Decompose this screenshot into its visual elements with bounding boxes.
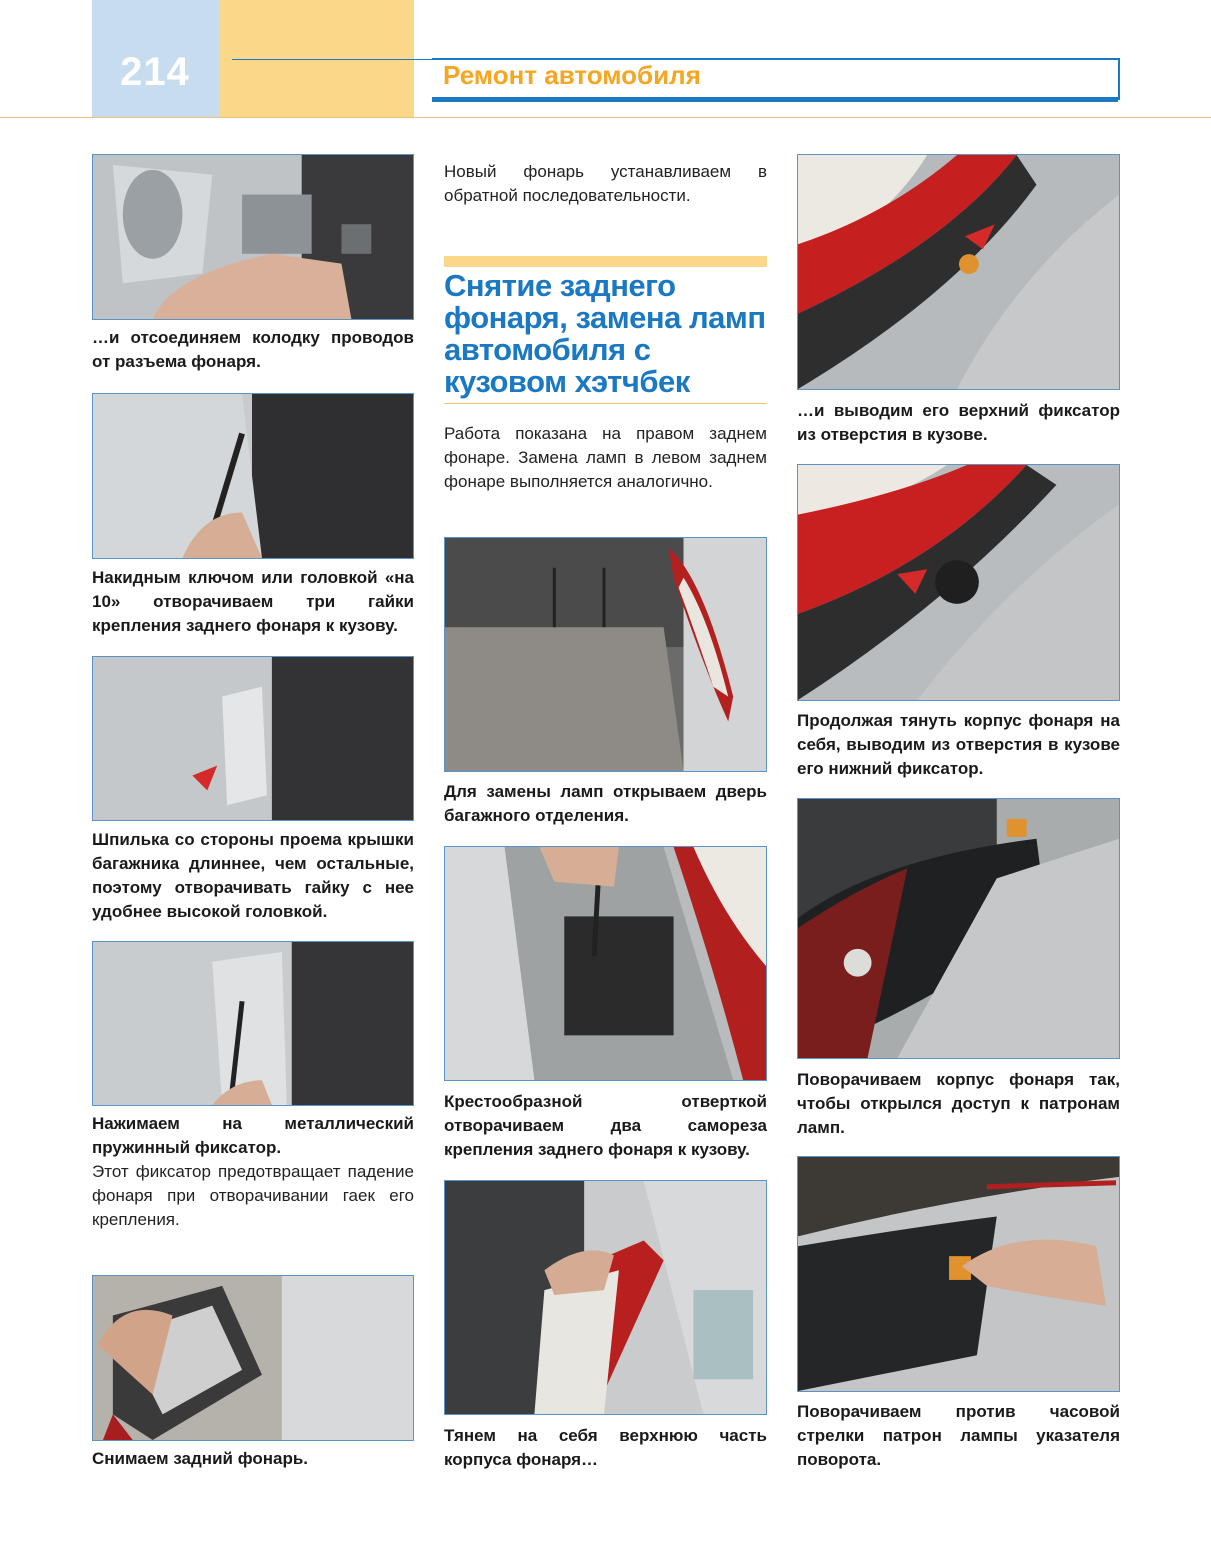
header-divider bbox=[0, 117, 1211, 118]
photo-pull-lamp bbox=[444, 1180, 767, 1415]
heading-rule bbox=[444, 403, 767, 404]
caption-left-4: Нажимаем на металлический пружинный фиксатор. bbox=[92, 1114, 414, 1157]
caption-mid-2: Крестообразной отверткой отворачиваем два самореза крепления заднего фонаря к кузову. bbox=[444, 1092, 767, 1159]
caption-right-2: Продолжая тянуть корпус фонаря на себя, выводим из отверстия в кузове его нижний фиксатор. bbox=[797, 711, 1120, 778]
section-title-underline bbox=[432, 97, 1118, 102]
heading-bar bbox=[444, 256, 767, 267]
caption-left-1: …и отсоединяем колодку проводов от разъема фонаря. bbox=[92, 328, 414, 371]
photo-connector bbox=[92, 154, 414, 320]
photo-upper-clip bbox=[797, 154, 1120, 390]
photo-open-trunk bbox=[444, 537, 767, 772]
section-title: Ремонт автомобиля bbox=[443, 60, 701, 90]
page-number: 214 bbox=[120, 50, 190, 94]
photo-screwdriver bbox=[444, 846, 767, 1081]
caption-mid-1: Для замены ламп открываем дверь багажного отделения. bbox=[444, 782, 767, 825]
header-rule bbox=[232, 59, 432, 60]
photo-spring-clip bbox=[92, 941, 414, 1106]
caption-mid-3: Тянем на себя верхнюю часть корпуса фонаря… bbox=[444, 1426, 767, 1469]
photo-wrench bbox=[92, 393, 414, 559]
photo-bulb-socket bbox=[797, 1156, 1120, 1392]
photo-lower-clip bbox=[797, 464, 1120, 701]
caption-left-2: Накидным ключом или головкой «на 10» отворачиваем три гайки крепления заднего фонаря к кузову. bbox=[92, 568, 414, 635]
note-left-4: Этот фиксатор предотвращает падение фонаря при отворачивании гаек его крепления. bbox=[92, 1162, 414, 1229]
caption-right-3: Поворачиваем корпус фонаря так, чтобы открылся доступ к патронам ламп. bbox=[797, 1070, 1120, 1137]
intro-text: Новый фонарь устанавливаем в обратной последовательности. bbox=[444, 162, 767, 205]
section-heading: Снятие заднего фонаря, замена ламп автомобиля с кузовом хэтчбек bbox=[444, 268, 766, 399]
photo-turn-housing bbox=[797, 798, 1120, 1059]
caption-right-4: Поворачиваем против часовой стрелки патрон лампы указателя поворота. bbox=[797, 1402, 1120, 1469]
photo-removed-lamp bbox=[92, 1275, 414, 1441]
caption-left-5: Снимаем задний фонарь. bbox=[92, 1449, 309, 1468]
section-body: Работа показана на правом заднем фонаре. Замена ламп в левом заднем фонаре выполняется аналогично. bbox=[444, 424, 767, 491]
caption-left-3: Шпилька со стороны проема крышки багажника длиннее, чем остальные, поэтому отворачивать гайку с нее удобнее высокой головкой. bbox=[92, 830, 414, 921]
caption-right-1: …и выводим его верхний фиксатор из отверстия в кузове. bbox=[797, 401, 1120, 444]
photo-stud bbox=[92, 656, 414, 821]
